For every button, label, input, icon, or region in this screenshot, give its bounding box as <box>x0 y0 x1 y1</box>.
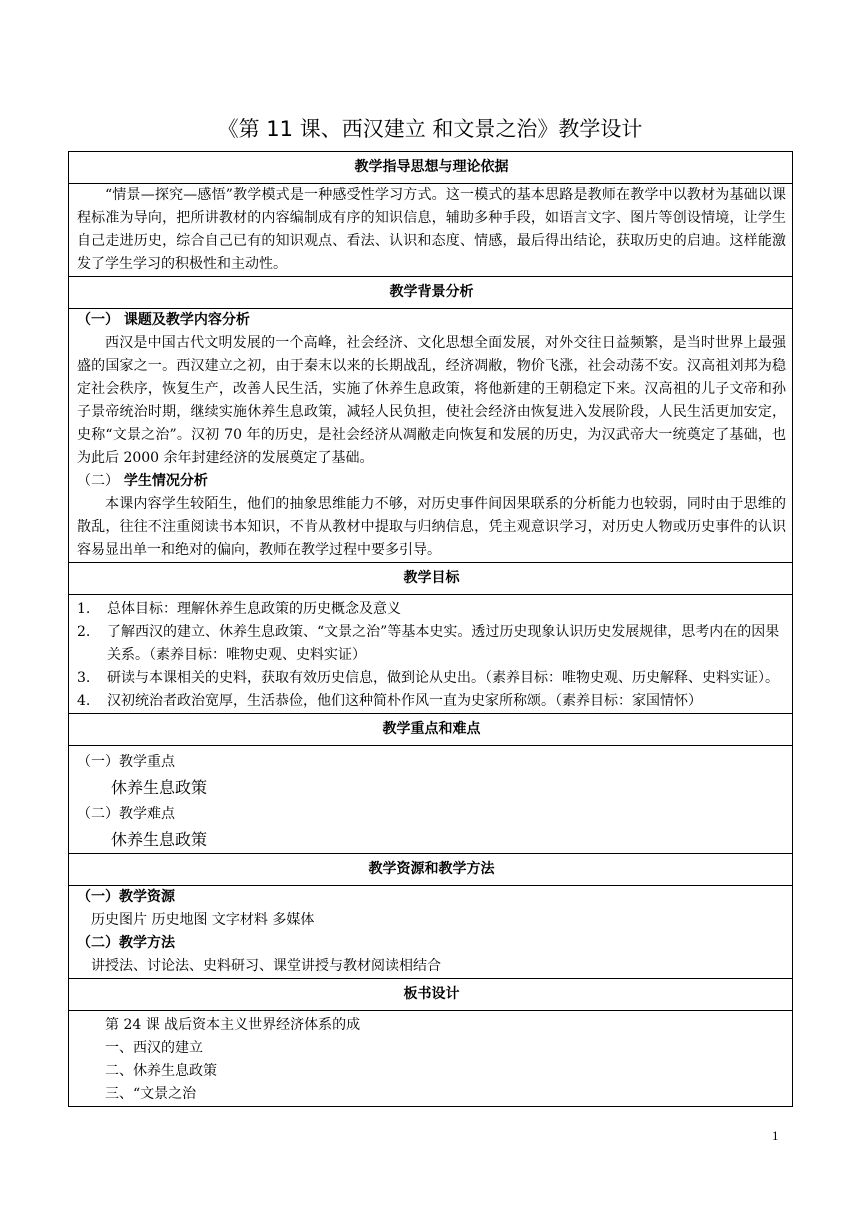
resources-value: 历史图片 历史地图 文字材料 多媒体 <box>91 912 315 928</box>
lesson-plan-table <box>68 151 793 1107</box>
keypoints-body-cell <box>69 746 793 854</box>
goals-body-row <box>69 595 793 714</box>
goal-number: 4. <box>77 693 91 709</box>
background-subheading-1: （一） 课题及教学内容分析 <box>77 312 250 328</box>
resources-label: （一）教学资源 <box>77 889 175 905</box>
methods-value: 讲授法、讨论法、史料研习、课堂讲授与教材阅读相结合 <box>91 958 441 974</box>
difficulty-value: 休养生息政策 <box>111 830 208 849</box>
goal-item <box>77 598 786 621</box>
board-line: 二、休养生息政策 <box>105 1063 217 1079</box>
resources-body-cell <box>69 886 793 979</box>
goal-text: 研读与本课相关的史料，获取有效历史信息，做到论从史出。（素养目标：唯物史观、历史解释、史料实证）。 <box>107 670 779 686</box>
section-heading-board: 板书设计 <box>69 979 793 1011</box>
goals-heading-row <box>69 563 793 595</box>
resources-body-row <box>69 886 793 979</box>
goal-number: 1. <box>77 601 91 617</box>
page-number: 1 <box>772 1128 779 1143</box>
methods-label: （二）教学方法 <box>77 935 175 951</box>
goal-number: 2. <box>77 624 91 640</box>
board-line: 三、“文景之治 <box>105 1086 197 1102</box>
goal-item <box>77 667 786 690</box>
goal-text: 汉初统治者政治宽厚，生活恭俭，他们这种简朴作风一直为史家所称颂。（素养目标：家国情怀） <box>107 693 702 709</box>
goal-item <box>77 690 786 713</box>
board-body-row <box>69 1011 793 1107</box>
background-subheading-2-prefix: （二） <box>77 473 119 489</box>
section-heading-guiding: 教学指导思想与理论依据 <box>69 152 793 184</box>
background-paragraph-2: 本课内容学生较陌生，他们的抽象思维能力不够，对历史事件间因果联系的分析能力也较弱，同时由于思维的散乱，往往不注重阅读书本知识，不肯从教材中提取与归纳信息，凭主观意识学习，对历史人物或历史事件的认识容易显出单一和绝对的偏向，教师在教学过程中要多引导。 <box>77 496 786 558</box>
board-body-cell <box>69 1011 793 1107</box>
board-line: 第 24 课 战后资本主义世界经济体系的成 <box>105 1017 361 1033</box>
section-heading-goals: 教学目标 <box>69 563 793 595</box>
focus-value: 休养生息政策 <box>111 778 208 797</box>
section-heading-background: 教学背景分析 <box>69 277 793 309</box>
goal-text: 总体目标：理解休养生息政策的历史概念及意义 <box>107 601 401 617</box>
guiding-body-cell <box>69 184 793 277</box>
focus-label: （一）教学重点 <box>77 754 175 770</box>
document-title: 《第 11 课、西汉建立 和文景之治》教学设计 <box>217 117 643 141</box>
background-body-row <box>69 309 793 563</box>
goals-list <box>77 598 786 713</box>
board-heading-row <box>69 979 793 1011</box>
goals-body-cell <box>69 595 793 714</box>
goal-item <box>77 621 786 667</box>
difficulty-label: （二）教学难点 <box>77 806 175 822</box>
background-heading-row <box>69 277 793 309</box>
background-subheading-2 <box>77 470 786 493</box>
background-subheading-2-text: 学生情况分析 <box>119 473 208 489</box>
resources-heading-row <box>69 854 793 886</box>
background-body-cell <box>69 309 793 563</box>
keypoints-heading-row <box>69 714 793 746</box>
background-paragraph-1: 西汉是中国古代文明发展的一个高峰，社会经济、文化思想全面发展，对外交往日益频繁，是当时世界上最强盛的国家之一。西汉建立之初，由于秦末以来的长期战乱，经济凋敝，物价飞涨，社会动荡不安。汉高祖刘邦为稳定社会秩序，恢复生产，改善人民生活，实施了休养生息政策，将他新建的王朝稳定下来。汉高祖的儿子文帝和孙子景帝统治时期，继续实施休养生息政策，减轻人民负担，使社会经济由恢复进入发展阶段，人民生活更加安定，史称“文景之治”。汉初 70 年的历史，是社会经济从凋敝走向恢复和发展的历史，为汉武帝大一统奠定了基础，也为此后 2000 余年封建经济的发展奠定了基础。 <box>77 335 786 466</box>
board-line: 一、西汉的建立 <box>105 1040 203 1056</box>
section-heading-resources: 教学资源和教学方法 <box>69 854 793 886</box>
goal-text: 了解西汉的建立、休养生息政策、“文景之治”等基本史实。透过历史现象认识历史发展规律，思考内在的因果关系。（素养目标：唯物史观、史料实证） <box>107 624 780 663</box>
guiding-heading-row <box>69 152 793 184</box>
guiding-body-row <box>69 184 793 277</box>
section-heading-keypoints: 教学重点和难点 <box>69 714 793 746</box>
keypoints-body-row <box>69 746 793 854</box>
guiding-paragraph: “情景—探究—感悟”教学模式是一种感受性学习方式。这一模式的基本思路是教师在教学中以教材为基础以课程标准为导向，把所讲教材的内容编制成有序的知识信息，辅助多种手段，如语言文字、图片等创设情境，让学生自己走进历史，综合自己已有的知识观点、看法、认识和态度、情感，最后得出结论，获取历史的启迪。这样能激发了学生学习的积极性和主动性。 <box>77 187 786 272</box>
goal-number: 3. <box>77 670 91 686</box>
